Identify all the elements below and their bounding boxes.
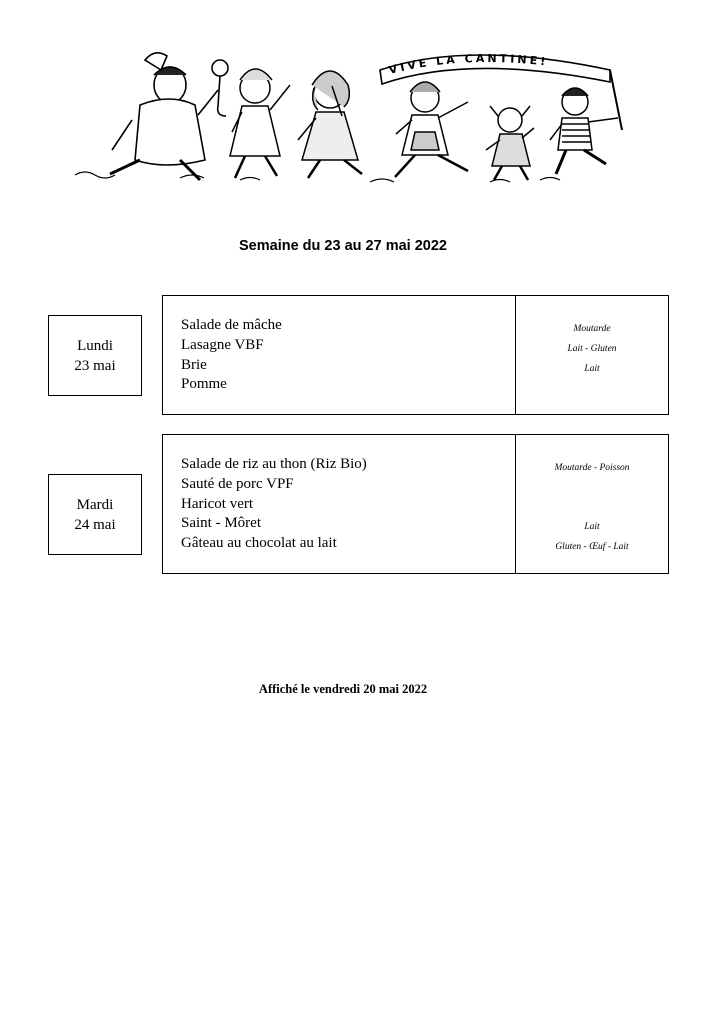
- boy-figure: [550, 88, 618, 174]
- day-name: Mardi: [76, 496, 114, 513]
- dish-item: Salade de mâche: [181, 317, 282, 333]
- cantine-banner-illustration: [70, 40, 650, 200]
- allergen-item: [516, 479, 668, 499]
- dish-list: [163, 296, 516, 414]
- dish-item: Haricot vert: [181, 495, 254, 512]
- dish-item: Pomme: [181, 376, 227, 393]
- allergen-item: Lait - Gluten: [567, 343, 617, 354]
- day-label-monday: [48, 315, 142, 396]
- dish-item: Salade de riz au thon (Riz Bio): [181, 456, 367, 472]
- menu-box-monday: [162, 295, 669, 415]
- girl-figure: [230, 69, 290, 178]
- girl-figure: [486, 106, 534, 180]
- allergen-item: Lait: [584, 363, 600, 374]
- allergen-item: [516, 379, 668, 399]
- dish-item: Sauté de porc VPF: [181, 475, 294, 492]
- banner-sign-text: VIVE LA CANTINE!: [387, 51, 549, 77]
- week-title: Semaine du 23 au 27 mai 2022: [239, 238, 447, 254]
- allergen-list: [516, 296, 668, 414]
- day-date: 23 mai: [74, 357, 116, 374]
- dish-item: Brie: [181, 356, 207, 373]
- dish-list: [163, 435, 516, 573]
- girl-figure: [395, 82, 468, 177]
- dish-item: Saint - Môret: [181, 515, 261, 532]
- day-date: 24 mai: [74, 516, 116, 533]
- dish-item: Gâteau au chocolat au lait: [181, 535, 337, 552]
- allergen-item: Moutarde - Poisson: [554, 463, 630, 473]
- allergen-item: Gluten - Œuf - Lait: [555, 542, 629, 553]
- day-name: Lundi: [77, 337, 113, 354]
- allergen-item: Moutarde: [573, 324, 611, 334]
- menu-box-tuesday: [162, 434, 669, 574]
- cook-figure: [110, 53, 228, 180]
- allergen-list: [516, 435, 668, 573]
- girl-figure: [298, 71, 362, 178]
- dish-item: Lasagne VBF: [181, 336, 264, 353]
- day-label-tuesday: [48, 474, 142, 555]
- posted-date: Affiché le vendredi 20 mai 2022: [258, 682, 428, 696]
- allergen-item: [516, 499, 668, 519]
- allergen-item: Lait: [584, 522, 600, 533]
